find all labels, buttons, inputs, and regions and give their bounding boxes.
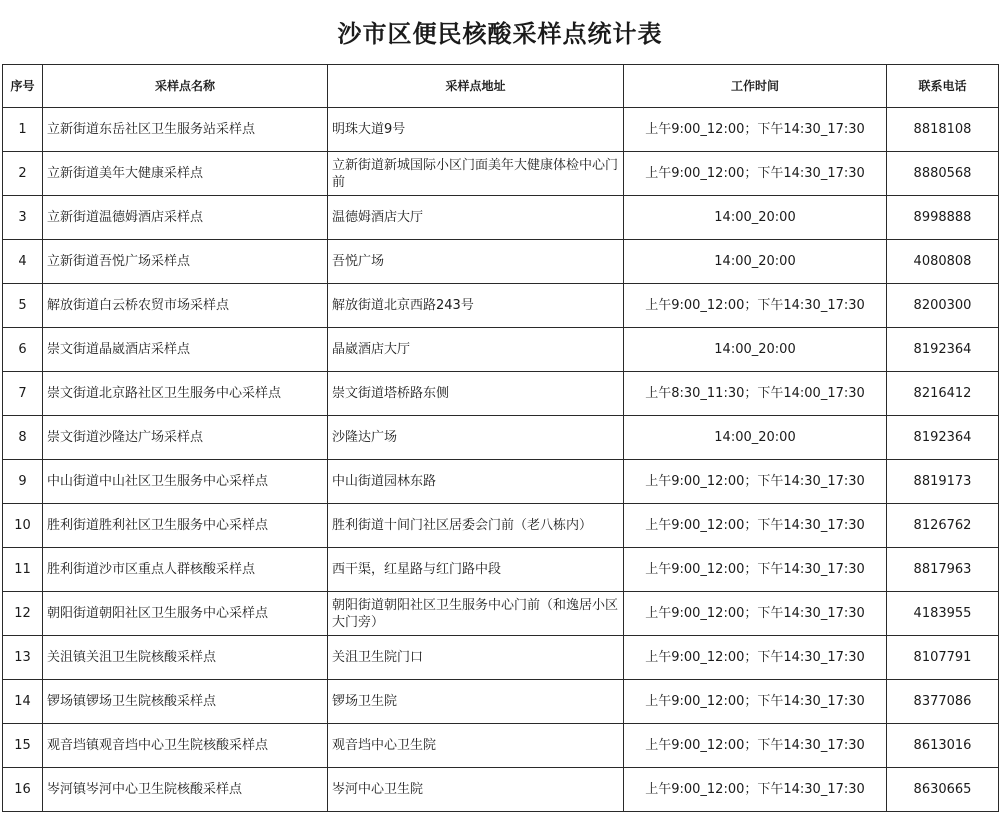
site-name: 立新街道温德姆酒店采样点 — [43, 196, 328, 240]
row-number: 8 — [3, 416, 43, 460]
site-address: 解放街道北京西路243号 — [328, 284, 624, 328]
row-number: 2 — [3, 152, 43, 196]
site-name: 中山街道中山社区卫生服务中心采样点 — [43, 460, 328, 504]
site-name: 关沮镇关沮卫生院核酸采样点 — [43, 636, 328, 680]
site-address: 沙隆达广场 — [328, 416, 624, 460]
working-hours: 上午9:00_12:00；下午14:30_17:30 — [624, 768, 887, 812]
site-name: 观音垱镇观音垱中心卫生院核酸采样点 — [43, 724, 328, 768]
column-header-address: 采样点地址 — [328, 65, 624, 108]
row-number: 13 — [3, 636, 43, 680]
working-hours: 上午9:00_12:00；下午14:30_17:30 — [624, 548, 887, 592]
site-name: 锣场镇锣场卫生院核酸采样点 — [43, 680, 328, 724]
contact-phone: 4080808 — [887, 240, 999, 284]
table-row — [3, 592, 999, 636]
row-number: 10 — [3, 504, 43, 548]
site-address: 温德姆酒店大厅 — [328, 196, 624, 240]
working-hours: 上午9:00_12:00；下午14:30_17:30 — [624, 636, 887, 680]
table-row — [3, 328, 999, 372]
working-hours: 14:00_20:00 — [624, 328, 887, 372]
working-hours: 14:00_20:00 — [624, 416, 887, 460]
row-number: 11 — [3, 548, 43, 592]
table-row — [3, 372, 999, 416]
site-name: 胜利街道胜利社区卫生服务中心采样点 — [43, 504, 328, 548]
working-hours: 上午9:00_12:00；下午14:30_17:30 — [624, 592, 887, 636]
page-title: 沙市区便民核酸采样点统计表 — [337, 19, 663, 48]
site-address: 崇文街道塔桥路东侧 — [328, 372, 624, 416]
site-address: 胜利街道十间门社区居委会门前（老八栋内） — [328, 504, 624, 548]
site-name: 立新街道美年大健康采样点 — [43, 152, 328, 196]
contact-phone: 8192364 — [887, 328, 999, 372]
site-address: 西干渠，红星路与红门路中段 — [328, 548, 624, 592]
site-name: 朝阳街道朝阳社区卫生服务中心采样点 — [43, 592, 328, 636]
site-address: 观音垱中心卫生院 — [328, 724, 624, 768]
site-name: 胜利街道沙市区重点人群核酸采样点 — [43, 548, 328, 592]
sampling-sites-table — [2, 64, 999, 812]
column-header-phone: 联系电话 — [887, 65, 999, 108]
row-number: 9 — [3, 460, 43, 504]
row-number: 14 — [3, 680, 43, 724]
table-row — [3, 152, 999, 196]
contact-phone: 8377086 — [887, 680, 999, 724]
contact-phone: 8630665 — [887, 768, 999, 812]
contact-phone: 8192364 — [887, 416, 999, 460]
contact-phone: 8126762 — [887, 504, 999, 548]
row-number: 5 — [3, 284, 43, 328]
table-row — [3, 768, 999, 812]
row-number: 16 — [3, 768, 43, 812]
table-row — [3, 504, 999, 548]
site-name: 立新街道东岳社区卫生服务站采样点 — [43, 108, 328, 152]
table-row — [3, 240, 999, 284]
contact-phone: 8200300 — [887, 284, 999, 328]
contact-phone: 8818108 — [887, 108, 999, 152]
working-hours: 上午9:00_12:00；下午14:30_17:30 — [624, 680, 887, 724]
site-address: 中山街道园林东路 — [328, 460, 624, 504]
site-name: 崇文街道北京路社区卫生服务中心采样点 — [43, 372, 328, 416]
column-header-hours: 工作时间 — [624, 65, 887, 108]
working-hours: 14:00_20:00 — [624, 196, 887, 240]
site-address: 吾悦广场 — [328, 240, 624, 284]
row-number: 7 — [3, 372, 43, 416]
contact-phone: 8819173 — [887, 460, 999, 504]
working-hours: 上午9:00_12:00；下午14:30_17:30 — [624, 504, 887, 548]
row-number: 6 — [3, 328, 43, 372]
contact-phone: 4183955 — [887, 592, 999, 636]
site-name: 崇文街道晶崴酒店采样点 — [43, 328, 328, 372]
site-name: 岑河镇岑河中心卫生院核酸采样点 — [43, 768, 328, 812]
column-header-no: 序号 — [3, 65, 43, 108]
working-hours: 上午9:00_12:00；下午14:30_17:30 — [624, 152, 887, 196]
table-row — [3, 636, 999, 680]
contact-phone: 8998888 — [887, 196, 999, 240]
contact-phone: 8107791 — [887, 636, 999, 680]
contact-phone: 8216412 — [887, 372, 999, 416]
working-hours: 上午9:00_12:00；下午14:30_17:30 — [624, 460, 887, 504]
working-hours: 上午9:00_12:00；下午14:30_17:30 — [624, 108, 887, 152]
table-row — [3, 196, 999, 240]
table-row — [3, 416, 999, 460]
site-name: 解放街道白云桥农贸市场采样点 — [43, 284, 328, 328]
row-number: 4 — [3, 240, 43, 284]
row-number: 15 — [3, 724, 43, 768]
contact-phone: 8817963 — [887, 548, 999, 592]
table-row — [3, 460, 999, 504]
row-number: 12 — [3, 592, 43, 636]
table-header-row — [3, 65, 999, 108]
contact-phone: 8613016 — [887, 724, 999, 768]
site-address: 朝阳街道朝阳社区卫生服务中心门前（和逸居小区大门旁） — [328, 592, 624, 636]
site-address: 锣场卫生院 — [328, 680, 624, 724]
column-header-name: 采样点名称 — [43, 65, 328, 108]
working-hours: 上午9:00_12:00；下午14:30_17:30 — [624, 284, 887, 328]
table-row — [3, 284, 999, 328]
contact-phone: 8880568 — [887, 152, 999, 196]
table-row — [3, 724, 999, 768]
site-address: 立新街道新城国际小区门面美年大健康体检中心门前 — [328, 152, 624, 196]
working-hours: 14:00_20:00 — [624, 240, 887, 284]
site-name: 崇文街道沙隆达广场采样点 — [43, 416, 328, 460]
working-hours: 上午9:00_12:00；下午14:30_17:30 — [624, 724, 887, 768]
site-name: 立新街道吾悦广场采样点 — [43, 240, 328, 284]
site-address: 关沮卫生院门口 — [328, 636, 624, 680]
row-number: 1 — [3, 108, 43, 152]
table-row — [3, 680, 999, 724]
site-address: 岑河中心卫生院 — [328, 768, 624, 812]
working-hours: 上午8:30_11:30；下午14:00_17:30 — [624, 372, 887, 416]
table-row — [3, 548, 999, 592]
row-number: 3 — [3, 196, 43, 240]
site-address: 明珠大道9号 — [328, 108, 624, 152]
table-body — [3, 108, 999, 812]
site-address: 晶崴酒店大厅 — [328, 328, 624, 372]
table-row — [3, 108, 999, 152]
